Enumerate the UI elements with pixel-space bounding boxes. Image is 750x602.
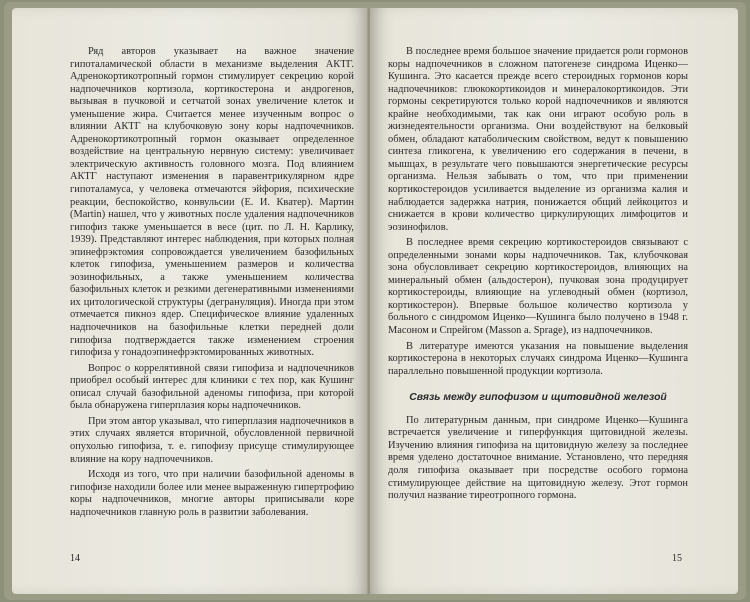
paragraph: Исходя из того, что при наличии базофильной аденомы в гипофизе находили более или менее выраженную гипертрофию коры надпочечников, многие авторы приписывали коре надпочечников главную роль в развитии заболевания.	[70, 469, 354, 518]
paragraph: По литературным данным, при синдроме Иценко—Кушинга встречается увеличение и гиперфункция щитовидной железы. Изучению влияния гипофиза на щитовидную железу за последнее время уделено достаточное внимание. Установлено, что передняя доля гипофиза оказывает при посредстве особого гормона стимулирующее действие на щитовидную железу. Этот гормон получил название тиреотропного гормона.	[388, 414, 688, 502]
right-page	[370, 8, 738, 594]
paragraph: В последнее время секрецию кортикостероидов связывают с определенными зонами коры надпочечников. Так, клубочковая зона обусловливает секрецию кортикостероидов, влияющих на минеральный обмен (альдостерон), пучковая зона продуцирует кортикостероиды, влияющие на углеводный обмен (кортизол, кортикостерон). Впервые большое количество кортизола у больного с синдромом Иценко—Кушинга было получено в 1948 г. Масоном и Спрейгом (Masson a. Sprage), из надпочечников.	[388, 237, 688, 337]
book-spread	[4, 2, 746, 600]
paragraph: Вопрос о коррелятивной связи гипофиза и надпочечников приобрел особый интерес для клиники с тех пор, как Кушинг описал случай базофильной аденомы гипофиза, при которой была обнаружена гиперплазия коры надпочечников.	[70, 362, 354, 412]
right-text-column	[388, 46, 688, 506]
page-number: 14	[70, 553, 80, 564]
left-page	[12, 8, 368, 594]
paragraph: В последнее время большое значение придается роли гормонов коры надпочечников в сложном патогенезе синдрома Иценко—Кушинга. Это касается прежде всего стероидных гормонов коры надпочечников: глюкокортикоидов и минералокортикоидов. Эти гормоны секретируются только корой надпочечников и являются крайне необходимыми, так как они играют особую роль в жизнедеятельности организма. Они воздействуют на белковый обмен, обладают катаболическим свойством, ведут к повышению синтеза гликогена, к увеличению его содержания в печени, в мышцах, в результате чего повышаются энергетические ресурсы организма. Нельзя забывать о том, что при применении кортикостероидов усиливается выделение из организма калия и наблюдается задержка натрия, понижается общий лейкоцитоз и снижается в крови количество циркулирующих лимфоцитов и эозинофилов.	[388, 46, 688, 233]
page-number: 15	[672, 553, 682, 564]
paragraph: Ряд авторов указывает на важное значение гипоталамической области в механизме выделения АКТГ. Адренокортикотропный гормон стимулирует секрецию корой надпочечников кортизола, кортикостерона и андрогенов, вызывая в пучковой и сетчатой зонах увеличение клеток и уменьшение жира. Считается менее изученным вопрос о влиянии АКТГ на клубочковую зону коры надпочечников. Адренокортикотропный гормон оказывает определенное воздействие на центральную нервную систему: увеличивает электрическую активность головного мозга. Под влиянием АКТГ наступают изменения в паравентрикулярном ядре гипоталамуса, у человека отмечаются эйфория, психические реакции, беспокойство, конвульсии (Е. И. Кватер). Мартин (Martin) нашел, что у животных после удаления надпочечников гипофиз также уменьшается в весе (цит. по Л. Н. Карлику, 1939). Представляют интерес наблюдения, при которых полная эпинефрэктомия сопровождается увеличением базофильных клеток гипофиза, уменьшением размеров и количества эозинофильных, а также уменьшением количества базофильных клеток и резкими дегенеративными изменениями их цитологической структуры (дегрануляция). Иногда при этом отмечается пикноз ядер. Специфическое влияние удаленных надпочечников на базофильные клетки передней доли гипофиза подтверждается также изменением строения гипофиза у гонадоэпинефрэктомированных животных.	[70, 46, 354, 359]
paragraph: При этом автор указывал, что гиперплазия надпочечников в этих случаях является вторичной, обусловленной первичной опухолью гипофиза, т. е. гипофизу присуще стимулирующее влияние на кору надпочечников.	[70, 415, 354, 465]
left-text-column	[70, 46, 354, 522]
paragraph: В литературе имеются указания на повышение выделения кортикостерона в некоторых случаях синдрома Иценко—Кушинга параллельно повышенной продукции кортизола.	[388, 340, 688, 377]
section-heading: Связь между гипофизом и щитовидной железой	[409, 392, 667, 404]
